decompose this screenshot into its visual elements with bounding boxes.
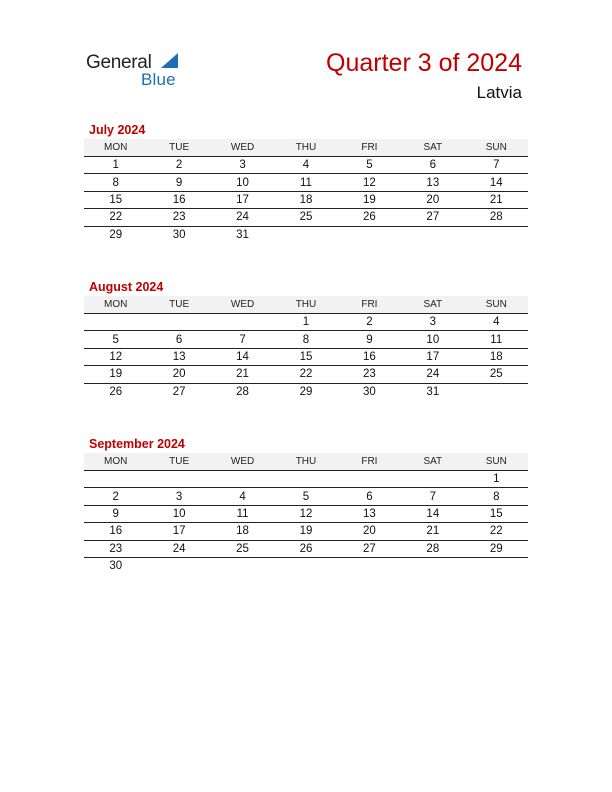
- day-cell: 26: [109, 385, 123, 398]
- day-cell: 30: [172, 228, 186, 241]
- day-cell: 22: [84, 209, 147, 226]
- weekday-header: WED: [211, 139, 274, 157]
- calendar-table: [84, 139, 528, 243]
- day-cell: 2: [84, 488, 147, 505]
- day-cell: 9: [338, 331, 401, 348]
- day-cell: [465, 383, 528, 400]
- weekday-header: TUE: [147, 139, 210, 157]
- day-cell: 8: [465, 488, 528, 505]
- day-cell: 30: [363, 385, 376, 398]
- day-cell: 25: [211, 540, 274, 557]
- day-cell: 29: [299, 385, 313, 398]
- weekday-header: SUN: [465, 296, 528, 314]
- calendar-table: [84, 453, 528, 574]
- day-cell: 16: [338, 348, 401, 365]
- day-cell: 4: [274, 157, 337, 174]
- day-cell: [147, 314, 210, 331]
- week-row: [84, 226, 528, 243]
- day-cell: 6: [401, 157, 464, 174]
- day-cell: 28: [236, 385, 249, 398]
- day-cell: 21: [401, 523, 464, 540]
- month-title: September 2024: [89, 437, 185, 451]
- weekday-header: SUN: [465, 453, 528, 471]
- day-cell: 8: [84, 174, 147, 191]
- weekday-header: THU: [274, 453, 337, 471]
- day-cell: [338, 557, 401, 574]
- weekday-header: MON: [84, 139, 147, 157]
- logo-text-blue: Blue: [141, 70, 176, 89]
- day-cell: 3: [401, 314, 464, 331]
- day-cell: 4: [211, 488, 274, 505]
- day-cell: 28: [401, 540, 464, 557]
- day-cell: 22: [465, 523, 528, 540]
- day-cell: [401, 471, 464, 488]
- day-cell: [211, 471, 274, 488]
- weekday-header: TUE: [147, 296, 210, 314]
- day-cell: 10: [147, 505, 210, 522]
- day-cell: 24: [401, 366, 464, 383]
- day-cell: [211, 314, 274, 331]
- day-cell: 7: [211, 331, 274, 348]
- weekday-header: SAT: [401, 296, 464, 314]
- day-cell: 2: [338, 314, 401, 331]
- week-row: [84, 314, 528, 331]
- day-cell: 10: [401, 331, 464, 348]
- day-cell: 6: [338, 488, 401, 505]
- day-cell: 27: [401, 209, 464, 226]
- day-cell: 15: [84, 191, 147, 208]
- day-cell: [465, 557, 528, 574]
- day-cell: 14: [401, 505, 464, 522]
- day-cell: 21: [465, 191, 528, 208]
- week-row: [84, 209, 528, 226]
- day-cell: 19: [84, 366, 147, 383]
- week-row: [84, 488, 528, 505]
- day-cell: 7: [401, 488, 464, 505]
- month-block: [84, 121, 528, 243]
- month-block: [84, 435, 528, 574]
- logo-text-general: General: [86, 52, 152, 73]
- country-name: Latvia: [476, 83, 522, 102]
- day-cell: [84, 471, 147, 488]
- week-row: [84, 557, 528, 574]
- day-cell: 7: [465, 157, 528, 174]
- day-cell: [274, 471, 337, 488]
- weekday-header: SUN: [465, 139, 528, 157]
- day-cell: 6: [147, 331, 210, 348]
- month-title: August 2024: [89, 280, 164, 294]
- day-cell: 25: [465, 366, 528, 383]
- day-cell: 24: [211, 209, 274, 226]
- day-cell: 12: [338, 174, 401, 191]
- day-cell: 11: [211, 505, 274, 522]
- week-row: [84, 331, 528, 348]
- weekday-header: MON: [84, 453, 147, 471]
- day-cell: 1: [274, 314, 337, 331]
- day-cell: 28: [465, 209, 528, 226]
- weekday-header-row: [84, 453, 528, 471]
- week-row: [84, 505, 528, 522]
- day-cell: [211, 557, 274, 574]
- day-cell: 23: [84, 540, 147, 557]
- logo-triangle-icon: [161, 53, 178, 68]
- day-cell: 18: [211, 523, 274, 540]
- day-cell: 21: [211, 366, 274, 383]
- day-cell: 4: [465, 314, 528, 331]
- weekday-header: FRI: [338, 296, 401, 314]
- day-cell: 12: [274, 505, 337, 522]
- day-cell: 19: [338, 191, 401, 208]
- day-cell: [84, 314, 147, 331]
- day-cell: [147, 557, 210, 574]
- weekday-header-row: [84, 296, 528, 314]
- day-cell: 13: [338, 505, 401, 522]
- day-cell: 29: [465, 540, 528, 557]
- day-cell: [338, 471, 401, 488]
- weekday-header: WED: [211, 453, 274, 471]
- day-cell: 29: [109, 228, 123, 241]
- day-cell: 11: [465, 331, 528, 348]
- day-cell: 27: [338, 540, 401, 557]
- week-row: [84, 157, 528, 174]
- day-cell: 20: [401, 191, 464, 208]
- day-cell: 27: [172, 385, 186, 398]
- day-cell: 12: [84, 348, 147, 365]
- day-cell: 11: [274, 174, 337, 191]
- month-block: [84, 278, 528, 400]
- day-cell: 5: [338, 157, 401, 174]
- day-cell: 8: [274, 331, 337, 348]
- weekday-header: THU: [274, 296, 337, 314]
- day-cell: 25: [274, 209, 337, 226]
- day-cell: 26: [338, 209, 401, 226]
- day-cell: 17: [147, 523, 210, 540]
- week-row: [84, 471, 528, 488]
- day-cell: 5: [274, 488, 337, 505]
- day-cell: 20: [338, 523, 401, 540]
- day-cell: [274, 226, 337, 243]
- day-cell: 13: [147, 348, 210, 365]
- day-cell: 17: [211, 191, 274, 208]
- weekday-header: WED: [211, 296, 274, 314]
- day-cell: 31: [426, 385, 440, 398]
- day-cell: 9: [147, 174, 210, 191]
- week-row: [84, 383, 528, 400]
- day-cell: 5: [84, 331, 147, 348]
- day-cell: 20: [147, 366, 210, 383]
- day-cell: [274, 557, 337, 574]
- month-title: July 2024: [89, 123, 146, 137]
- day-cell: 24: [147, 540, 210, 557]
- day-cell: [338, 226, 401, 243]
- day-cell: 17: [401, 348, 464, 365]
- day-cell: [401, 557, 464, 574]
- day-cell: 15: [274, 348, 337, 365]
- week-row: [84, 540, 528, 557]
- day-cell: [147, 471, 210, 488]
- day-cell: 26: [274, 540, 337, 557]
- weekday-header: THU: [274, 139, 337, 157]
- week-row: [84, 523, 528, 540]
- day-cell: 10: [211, 174, 274, 191]
- day-cell: 13: [401, 174, 464, 191]
- page-title: Quarter 3 of 2024: [326, 49, 522, 77]
- weekday-header: FRI: [338, 139, 401, 157]
- week-row: [84, 174, 528, 191]
- day-cell: [401, 226, 464, 243]
- week-row: [84, 191, 528, 208]
- day-cell: 3: [147, 488, 210, 505]
- day-cell: 3: [211, 157, 274, 174]
- day-cell: 23: [338, 366, 401, 383]
- day-cell: 15: [465, 505, 528, 522]
- day-cell: 19: [274, 523, 337, 540]
- weekday-header-row: [84, 139, 528, 157]
- day-cell: 31: [236, 228, 249, 241]
- generalblue-logo: [86, 50, 196, 94]
- week-row: [84, 366, 528, 383]
- day-cell: 2: [147, 157, 210, 174]
- day-cell: 14: [465, 174, 528, 191]
- day-cell: 22: [274, 366, 337, 383]
- day-cell: 9: [84, 505, 147, 522]
- calendar-table: [84, 296, 528, 400]
- day-cell: 23: [147, 209, 210, 226]
- day-cell: 1: [84, 157, 147, 174]
- day-cell: 18: [465, 348, 528, 365]
- weekday-header: MON: [84, 296, 147, 314]
- day-cell: 30: [109, 560, 123, 573]
- day-cell: [465, 226, 528, 243]
- day-cell: 16: [147, 191, 210, 208]
- week-row: [84, 348, 528, 365]
- weekday-header: TUE: [147, 453, 210, 471]
- weekday-header: SAT: [401, 453, 464, 471]
- day-cell: 1: [465, 471, 528, 488]
- day-cell: 16: [84, 523, 147, 540]
- weekday-header: SAT: [401, 139, 464, 157]
- weekday-header: FRI: [338, 453, 401, 471]
- day-cell: 14: [211, 348, 274, 365]
- day-cell: 18: [274, 191, 337, 208]
